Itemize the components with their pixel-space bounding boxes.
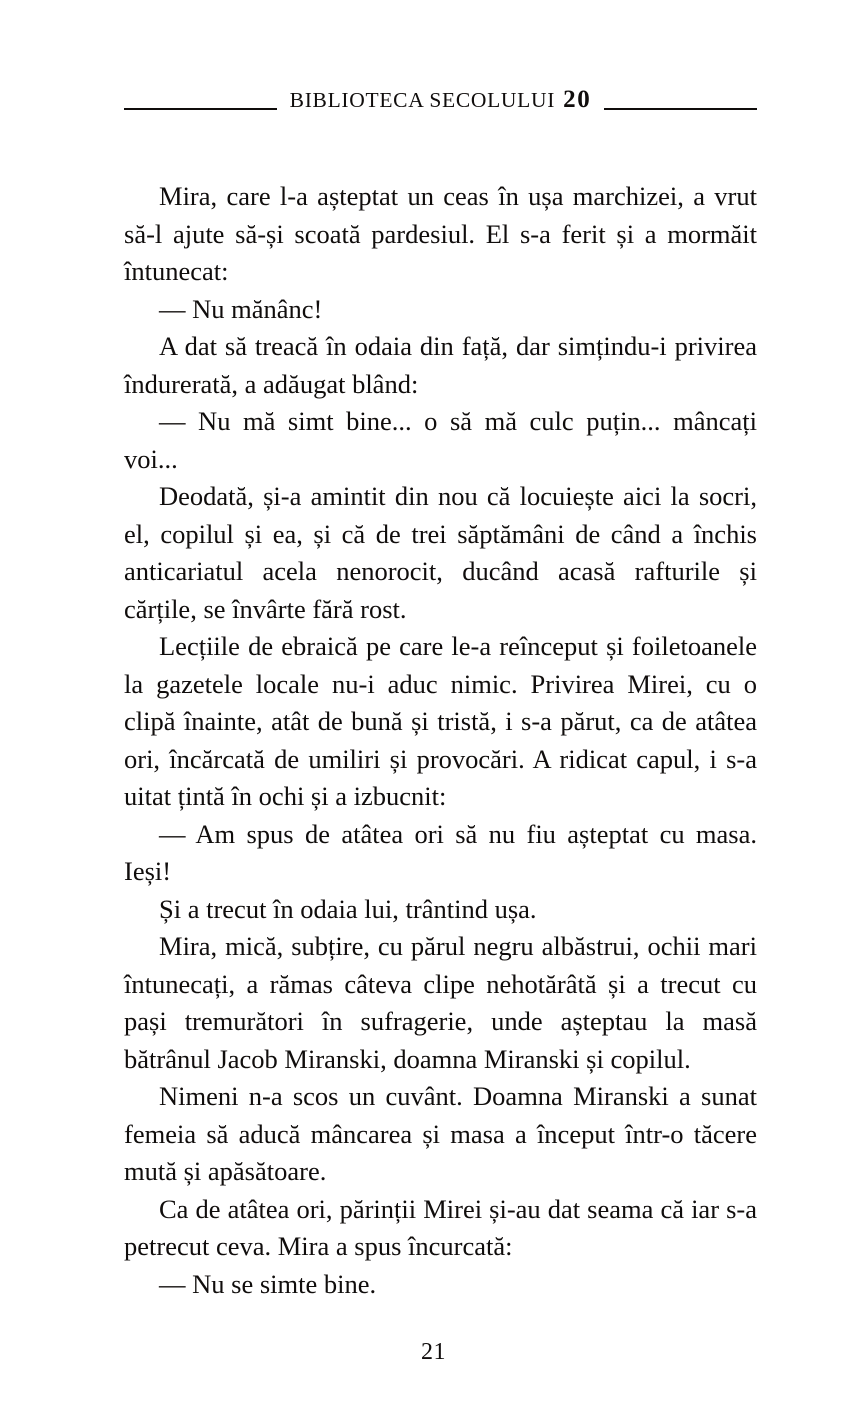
body-paragraph: Și a trecut în odaia lui, trântind ușa.: [159, 893, 537, 924]
body-paragraph: — Nu se simte bine.: [159, 1268, 377, 1299]
body-paragraph: Deodată, și-a amintit din nou că locuiește aici la socri, el, copilul și ea, și că de trei săptămâni de când a închis anticariatul acela nenorocit, ducând acasă rafturile și cărțile, se învârte fără rost.: [124, 481, 757, 624]
body-paragraph: A dat să treacă în odaia din față, dar simțindu-i privirea îndurerată, a adăugat blând:: [124, 331, 757, 399]
page-number: 21: [421, 1339, 446, 1365]
body-paragraph: — Am spus de atâtea ori să nu fiu așteptat cu masa. Ieși!: [124, 818, 757, 886]
body-paragraph: Nimeni n-a scos un cuvânt. Doamna Miranski a sunat femeia să aducă mâncarea și masa a început într-o tăcere mută și apăsătoare.: [124, 1081, 757, 1186]
header-rule-right: [604, 108, 757, 110]
header-series-title: BIBLIOTECA SECOLULUI: [289, 88, 556, 112]
body-paragraph: Lecțiile de ebraică pe care le-a reînceput și foiletoanele la gazetele locale nu-i aduc nimic. Privirea Mirei, cu o clipă înainte, atât de bună și tristă, i s-a părut, ca de atâtea ori, încărcată de umiliri și provocări. A ridicat capul, i s-a uitat țintă în ochi și a izbucnit:: [124, 631, 757, 811]
body-paragraph: Mira, care l-a așteptat un ceas în ușa marchizei, a vrut să-l ajute să-și scoată pardesiul. El s-a ferit și a mormăit întunecat:: [124, 181, 757, 286]
body-paragraph: — Nu mănânc!: [159, 293, 323, 324]
running-header: [124, 84, 757, 116]
header-rule-left: [124, 108, 277, 110]
body-paragraph: Ca de atâtea ori, părinții Mirei și-au dat seama că iar s-a petrecut ceva. Mira a spus încurcată:: [124, 1193, 757, 1261]
body-text-column: [124, 178, 757, 1303]
body-paragraph: Mira, mică, subțire, cu părul negru albăstrui, ochii mari întunecați, a rămas câteva clipe nehotărâtă și a trecut cu pași tremurători în sufragerie, unde așteptau la masă bătrânul Jacob Miranski, doamna Miranski și copilul.: [124, 931, 757, 1074]
body-paragraph: — Nu mă simt bine... o să mă culc puțin... mâncați voi...: [124, 406, 757, 474]
header-volume-number: 20: [563, 86, 592, 113]
header-title: [277, 86, 605, 114]
